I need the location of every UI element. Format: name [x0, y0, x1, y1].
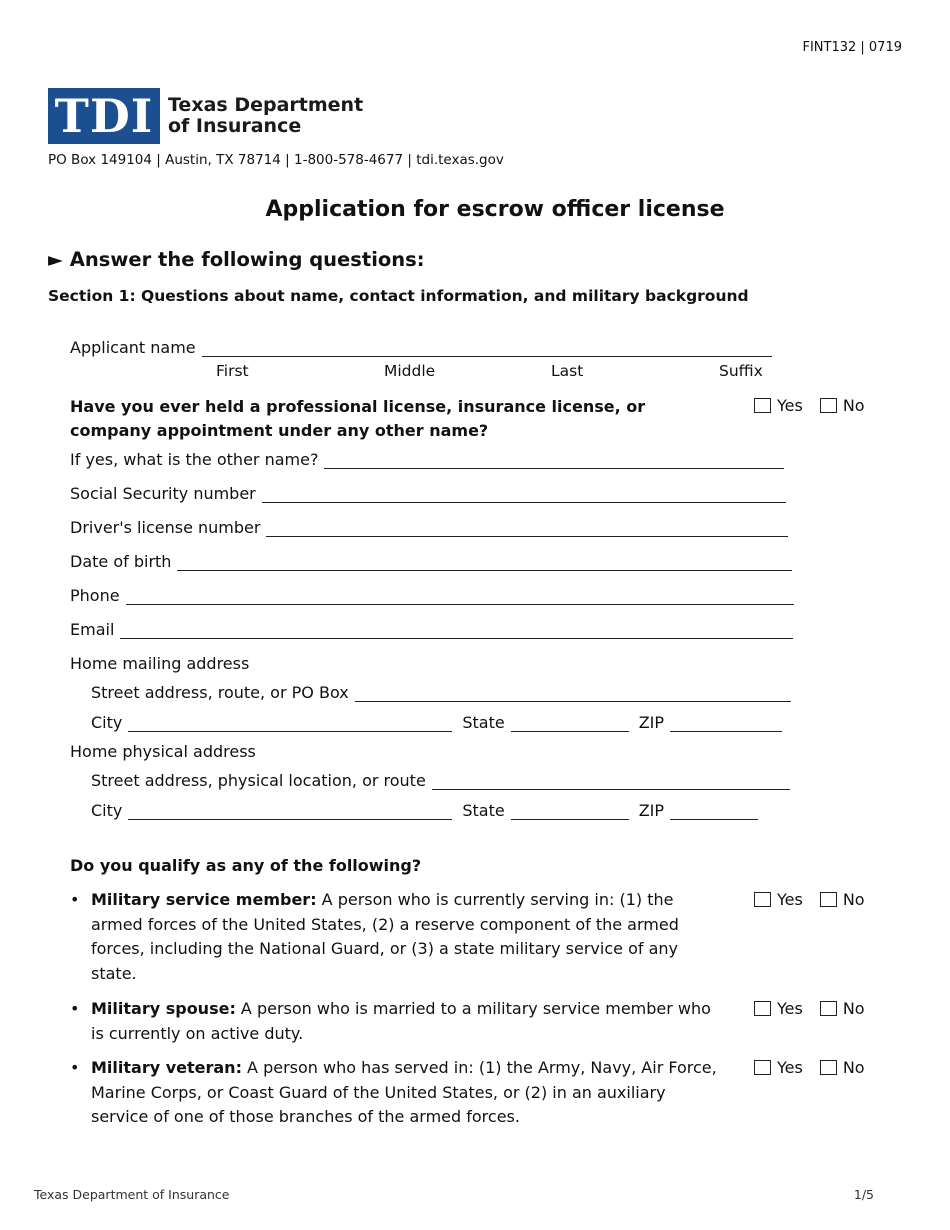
checkbox-icon[interactable] — [820, 1060, 837, 1075]
mailing-state-field[interactable] — [511, 717, 629, 732]
logo-org-name — [168, 95, 363, 137]
other-name-question: Have you ever held a professional license, insurance license, or company appointment under any other name? — [70, 397, 646, 440]
phone-label: Phone — [70, 586, 120, 605]
applicant-name-row — [70, 338, 772, 357]
contact-line: PO Box 149104 | Austin, TX 78714 | 1-800-578-4677 | tdi.texas.gov — [48, 152, 504, 168]
no-label: No — [842, 396, 865, 415]
checkbox-icon[interactable] — [754, 1001, 771, 1016]
phone-row — [70, 586, 794, 605]
email-row — [70, 620, 793, 639]
logo-org-line1: Texas Department — [168, 94, 364, 116]
drivers-license-label: Driver's license number — [70, 518, 261, 537]
home-physical-label: Home physical address — [70, 742, 256, 761]
drivers-license-row — [70, 518, 788, 537]
no-label: No — [842, 999, 865, 1018]
checkbox-icon[interactable] — [754, 398, 771, 413]
checkbox-icon[interactable] — [820, 398, 837, 413]
checkbox-icon[interactable] — [754, 1060, 771, 1075]
qualify-desc: A person who is married to a military service member who is currently on active duty. — [91, 999, 711, 1043]
home-physical-heading — [70, 742, 256, 761]
dob-label: Date of birth — [70, 552, 172, 571]
spouse-yes[interactable] — [754, 999, 803, 1018]
page-number: 1/5 — [853, 1187, 874, 1202]
spouse-choice — [754, 999, 882, 1018]
footer-org: Texas Department of Insurance — [34, 1187, 230, 1202]
form-code: FINT132 | 0719 — [802, 40, 902, 55]
physical-street-row — [91, 771, 790, 790]
service-member-yes[interactable] — [754, 890, 803, 909]
veteran-yes[interactable] — [754, 1058, 803, 1077]
physical-zip-field[interactable] — [670, 805, 758, 820]
physical-city-field[interactable] — [128, 805, 452, 820]
name-last-label: Last — [551, 362, 584, 380]
home-mailing-label: Home mailing address — [70, 654, 250, 673]
checkbox-icon[interactable] — [820, 1001, 837, 1016]
mailing-street-row — [91, 683, 791, 702]
name-first-label: First — [216, 362, 249, 380]
instruction-heading: ► Answer the following questions: — [48, 248, 425, 271]
bullet-icon: • — [70, 1058, 80, 1077]
physical-city-label: City — [91, 801, 123, 820]
yes-label: Yes — [777, 1058, 803, 1077]
other-name-field[interactable] — [324, 454, 784, 469]
mailing-state-label: State — [462, 713, 505, 732]
mailing-city-row — [91, 713, 782, 732]
spouse-no[interactable] — [820, 999, 865, 1018]
ssn-row — [70, 484, 786, 503]
name-middle-label: Middle — [384, 362, 436, 380]
dob-field[interactable] — [177, 556, 792, 571]
mailing-street-field[interactable] — [355, 687, 791, 702]
qualify-term: Military service member: — [91, 890, 317, 909]
home-mailing-heading — [70, 654, 249, 673]
qualify-desc: A person who has served in: (1) the Army, Navy, Air Force, Marine Corps, or Coast Guard of the United States, or (2) in an auxiliary service of one of those branches of the armed forces. — [91, 1058, 717, 1126]
physical-state-label: State — [462, 801, 505, 820]
email-label: Email — [70, 620, 115, 639]
yes-label: Yes — [777, 999, 803, 1018]
phone-field[interactable] — [126, 590, 794, 605]
qualify-term: Military veteran: — [91, 1058, 242, 1077]
other-name-choice — [754, 396, 882, 415]
name-suffix-label: Suffix — [719, 362, 763, 380]
mailing-street-label: Street address, route, or PO Box — [91, 683, 349, 702]
checkbox-icon[interactable] — [820, 892, 837, 907]
physical-street-label: Street address, physical location, or route — [91, 771, 426, 790]
applicant-name-label: Applicant name — [70, 338, 196, 357]
mailing-city-field[interactable] — [128, 717, 452, 732]
yes-label: Yes — [777, 396, 803, 415]
qualify-item-service-member — [70, 888, 720, 986]
other-name-yes[interactable] — [754, 396, 803, 415]
service-member-no[interactable] — [820, 890, 865, 909]
veteran-choice — [754, 1058, 882, 1077]
physical-state-field[interactable] — [511, 805, 629, 820]
applicant-name-field[interactable] — [202, 342, 772, 357]
ssn-field[interactable] — [262, 488, 786, 503]
dob-row — [70, 552, 792, 571]
logo-mark: TDI — [48, 88, 160, 144]
page-title: Application for escrow officer license — [265, 197, 725, 222]
other-name-label: If yes, what is the other name? — [70, 450, 319, 469]
drivers-license-field[interactable] — [266, 522, 788, 537]
bullet-icon: • — [70, 999, 80, 1018]
veteran-no[interactable] — [820, 1058, 865, 1077]
physical-city-row — [91, 801, 758, 820]
no-label: No — [842, 890, 865, 909]
qualify-desc: A person who is currently serving in: (1) the armed forces of the United States, (2) a reserve component of the armed forces, including the National Guard, or (3) a state military service of any state. — [91, 890, 679, 983]
qualify-item-veteran — [70, 1056, 720, 1130]
service-member-choice — [754, 890, 882, 909]
logo-org-line2: of Insurance — [168, 115, 302, 137]
tdi-logo — [48, 88, 363, 144]
qualify-item-spouse — [70, 997, 720, 1046]
checkbox-icon[interactable] — [754, 892, 771, 907]
yes-label: Yes — [777, 890, 803, 909]
physical-zip-label: ZIP — [638, 801, 665, 820]
mailing-city-label: City — [91, 713, 123, 732]
physical-street-field[interactable] — [432, 775, 790, 790]
mailing-zip-label: ZIP — [638, 713, 665, 732]
bullet-icon: • — [70, 890, 80, 909]
ssn-label: Social Security number — [70, 484, 256, 503]
no-label: No — [842, 1058, 865, 1077]
mailing-zip-field[interactable] — [670, 717, 782, 732]
other-name-row — [70, 450, 784, 469]
qualify-heading: Do you qualify as any of the following? — [70, 856, 422, 875]
section-title: Section 1: Questions about name, contact information, and military background — [48, 287, 749, 305]
qualify-term: Military spouse: — [91, 999, 236, 1018]
email-field[interactable] — [120, 624, 793, 639]
other-name-no[interactable] — [820, 396, 865, 415]
